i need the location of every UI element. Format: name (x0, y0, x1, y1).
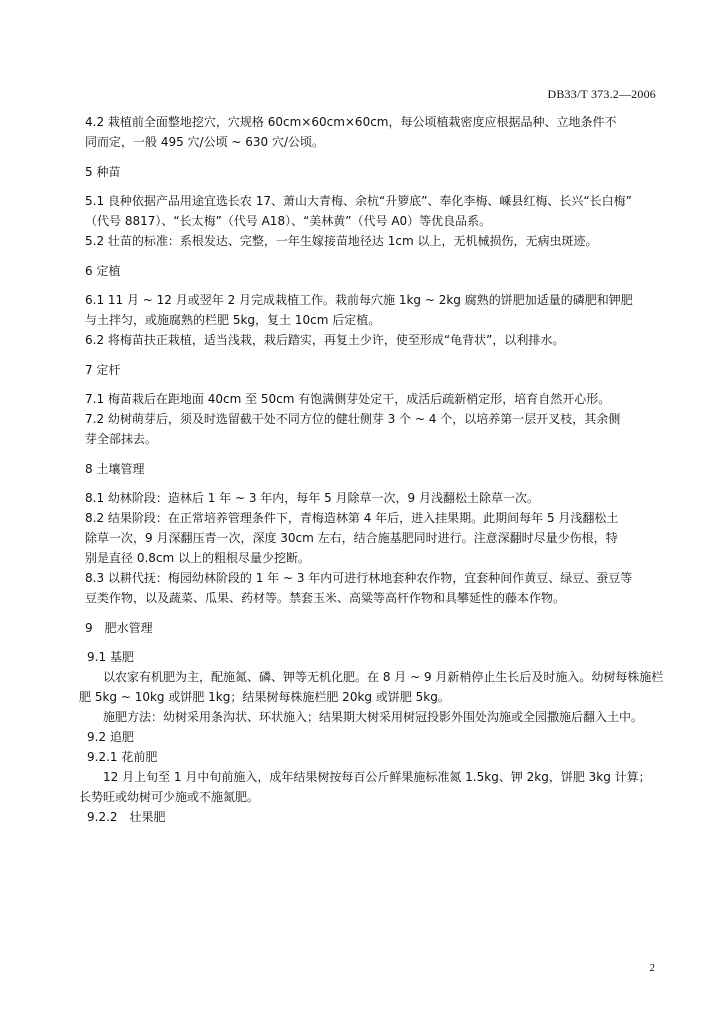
clause-5-1-line-1: 5.1 良种依据产品用途宜选长农 17、萧山大青梅、余杭“升箩底”、奉化李梅、嵊县红梅、长兴“长白梅” (85, 194, 632, 208)
section-6-heading: 6 定植 (85, 264, 121, 278)
clause-9-1-para-1-line-1: 以农家有机肥为主，配施氮、磷、钾等无机化肥。在 8 月 ~ 9 月新梢停止生长后及时施入。幼树每株施栏 (103, 670, 664, 684)
document-body (0, 112, 724, 827)
clause-8-2-line-3: 别是直径 0.8cm 以上的粗根尽量少挖断。 (85, 551, 311, 565)
clause-8-2-line-1: 8.2 结果阶段：在正常培养管理条件下，青梅造林第 4 年后，进入挂果期。此期间每年 5 月浅翻松土 (85, 511, 619, 525)
clause-9-2-1-line-2: 长势旺或幼树可少施或不施氮肥。 (79, 790, 260, 804)
section-7-heading: 7 定杆 (85, 363, 121, 377)
section-5-heading: 5 种苗 (85, 165, 121, 179)
clause-8-3-line-1: 8.3 以耕代抚：梅园幼林阶段的 1 年 ~ 3 年内可进行林地套种农作物，宜套种间作黄豆、绿豆、蚕豆等 (85, 571, 633, 585)
clause-7-2-line-1: 7.2 幼树萌芽后，须及时选留截干处不同方位的健壮侧芽 3 个 ~ 4 个，以培养第一层开叉枝，其余侧 (85, 412, 621, 426)
section-8-heading: 8 土壤管理 (85, 462, 145, 476)
page-number: 2 (649, 962, 655, 974)
clause-9-2-2-heading: 9.2.2 壮果肥 (87, 810, 166, 824)
clause-6-2: 6.2 将梅苗扶正栽植，适当浅栽，栽后踏实，再复土少许，使至形成“龟背状”，以利排水。 (85, 333, 565, 347)
clause-9-1-heading: 9.1 基肥 (87, 650, 134, 664)
clause-9-2-1-line-1: 12 月上旬至 1 月中旬前施入，成年结果树按每百公斤鲜果施标准氮 1.5kg、钾 2kg，饼肥 3kg 计算； (103, 770, 651, 784)
clause-9-1-para-1-line-2: 肥 5kg ~ 10kg 或饼肥 1kg；结果树每株施栏肥 20kg 或饼肥 5kg。 (79, 690, 450, 704)
clause-7-2-line-2: 芽全部抹去。 (85, 432, 158, 446)
clause-5-2: 5.2 壮苗的标准：系根发达、完整，一年生嫁接苗地径达 1cm 以上，无机械损伤，无病虫斑迹。 (85, 234, 598, 248)
clause-4-2-line-1: 4.2 栽植前全面整地挖穴，穴规格 60cm×60cm×60cm，每公顷植栽密度应根据品种、立地条件不 (85, 115, 617, 129)
clause-6-1-line-2: 与土拌匀，或施腐熟的栏肥 5kg，复土 10cm 后定植。 (85, 313, 381, 327)
clause-9-1-para-2: 施肥方法：幼树采用条沟状、环状施入；结果期大树采用树冠投影外围处沟施或全园撒施后翻入土中。 (103, 710, 644, 724)
clause-6-1-line-1: 6.1 11 月 ~ 12 月或翌年 2 月完成栽植工作。栽前每穴施 1kg ~ 2kg 腐熟的饼肥加适量的磷肥和钾肥 (85, 293, 633, 307)
standard-code-header: DB33/T 373.2—2006 (547, 87, 656, 101)
clause-9-2-1-heading: 9.2.1 花前肥 (87, 750, 158, 764)
section-9-heading: 9 肥水管理 (85, 621, 153, 635)
clause-8-1: 8.1 幼林阶段：造林后 1 年 ~ 3 年内，每年 5 月除草一次，9 月浅翻松土除草一次。 (85, 491, 540, 505)
clause-8-3-line-2: 豆类作物，以及蔬菜、瓜果、药材等。禁套玉米、高粱等高杆作物和具攀延性的藤本作物。 (85, 591, 566, 605)
clause-4-2-line-2: 同而定，一般 495 穴/公顷 ~ 630 穴/公顷。 (85, 135, 325, 149)
clause-8-2-line-2: 除草一次，9 月深翻压青一次，深度 30cm 左右，结合施基肥同时进行。注意深翻时尽量少伤根，特 (85, 531, 618, 545)
clause-9-2-heading: 9.2 追肥 (87, 730, 134, 744)
clause-7-1: 7.1 梅苗栽后在距地面 40cm 至 50cm 有饱满侧芽处定干，成活后疏新梢定形，培育自然开心形。 (85, 392, 611, 406)
clause-5-1-line-2: （代号 8817）、“长太梅”（代号 A18）、“美林黄”（代号 A0）等优良品系。 (85, 214, 492, 228)
